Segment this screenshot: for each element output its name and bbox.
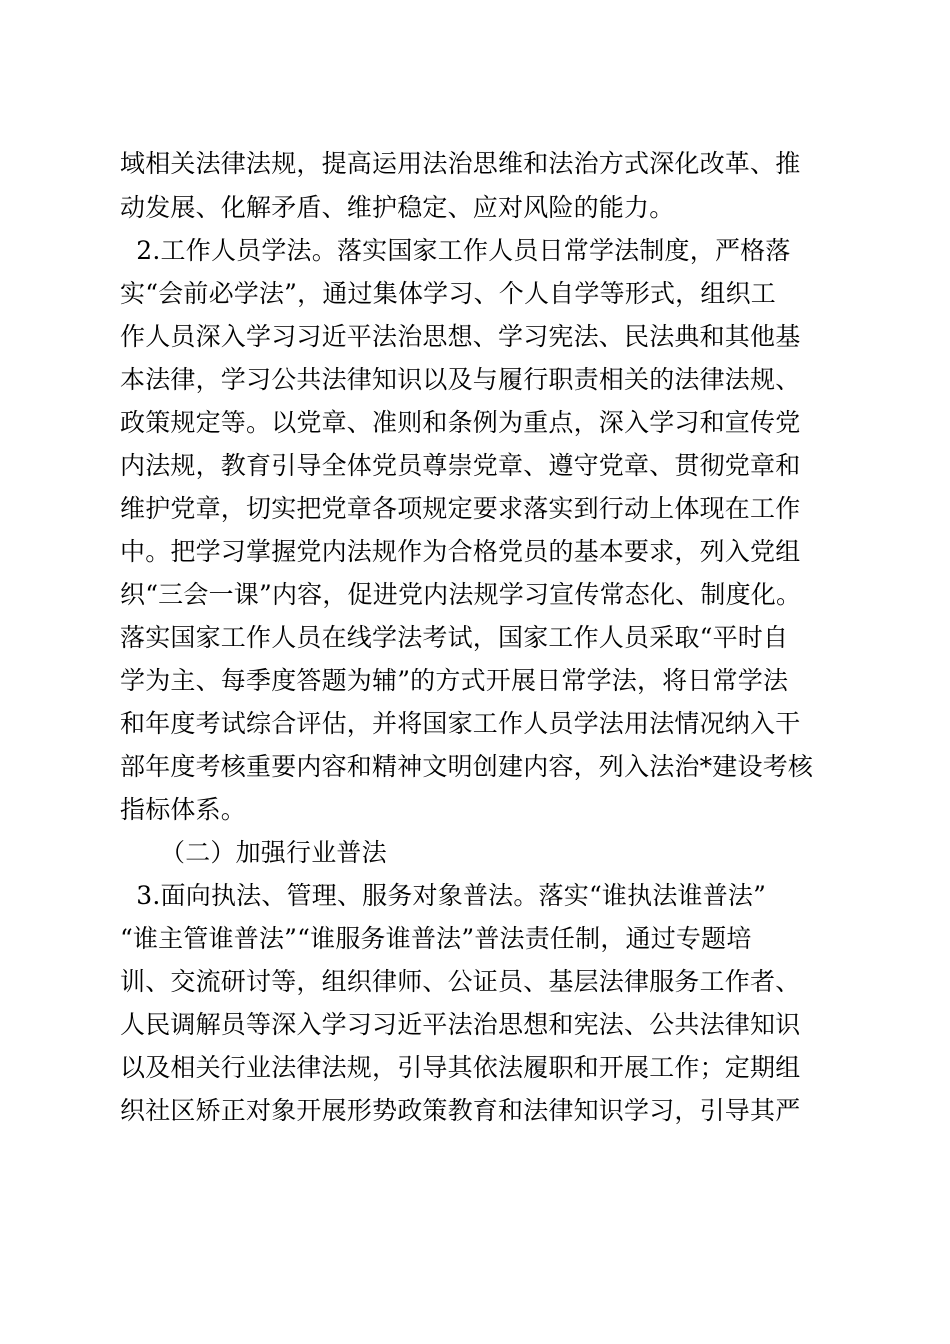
paragraph-line: 2.工作人员学法。落实国家工作人员日常学法制度，严格落 (120, 236, 791, 265)
paragraph-line: 以及相关行业法律法规，引导其依法履职和开展工作；定期组 (120, 1053, 801, 1082)
section-heading: （二）加强行业普法 (160, 838, 387, 867)
paragraph-line: 指标体系。 (120, 795, 247, 824)
paragraph-line: 本法律，学习公共法律知识以及与履行职责相关的法律法规、 (120, 365, 801, 394)
paragraph-line: “谁主管谁普法”“谁服务谁普法”普法责任制，通过专题培 (120, 924, 752, 953)
paragraph-line: 训、交流研讨等，组织律师、公证员、基层法律服务工作者、 (120, 967, 801, 996)
paragraph-line: 域相关法律法规，提高运用法治思维和法治方式深化改革、推 (120, 149, 801, 178)
paragraph-line: 维护党章，切实把党章各项规定要求落实到行动上体现在工作 (120, 494, 801, 523)
paragraph-line: 内法规，教育引导全体党员尊崇党章、遵守党章、贯彻党章和 (120, 451, 801, 480)
paragraph-line: 和年度考试综合评估，并将国家工作人员学法用法情况纳入干 (120, 709, 801, 738)
paragraph-line: 3.面向执法、管理、服务对象普法。落实“谁执法谁普法” (120, 881, 767, 910)
paragraph-line: 中。把学习掌握党内法规作为合格党员的基本要求，列入党组 (120, 537, 801, 566)
paragraph-line: 作人员深入学习习近平法治思想、学习宪法、民法典和其他基 (120, 322, 801, 351)
paragraph-line: 落实国家工作人员在线学法考试，国家工作人员采取“平时自 (120, 623, 789, 652)
paragraph-line: 部年度考核重要内容和精神文明创建内容，列入法治*建设考核 (120, 752, 814, 781)
paragraph-line: 政策规定等。以党章、准则和条例为重点，深入学习和宣传党 (120, 408, 801, 437)
paragraph-line: 人民调解员等深入学习习近平法治思想和宪法、公共法律知识 (120, 1010, 801, 1039)
paragraph-line: 动发展、化解矛盾、维护稳定、应对风险的能力。 (120, 193, 675, 222)
paragraph-line: 织“三会一课”内容，促进党内法规学习宣传常态化、制度化。 (120, 580, 802, 609)
paragraph-line: 织社区矫正对象开展形势政策教育和法律知识学习，引导其严 (120, 1096, 801, 1125)
paragraph-line: 实“会前必学法”，通过集体学习、个人自学等形式，组织工 (120, 279, 776, 308)
paragraph-line: 学为主、每季度答题为辅”的方式开展日常学法，将日常学法 (120, 666, 789, 695)
